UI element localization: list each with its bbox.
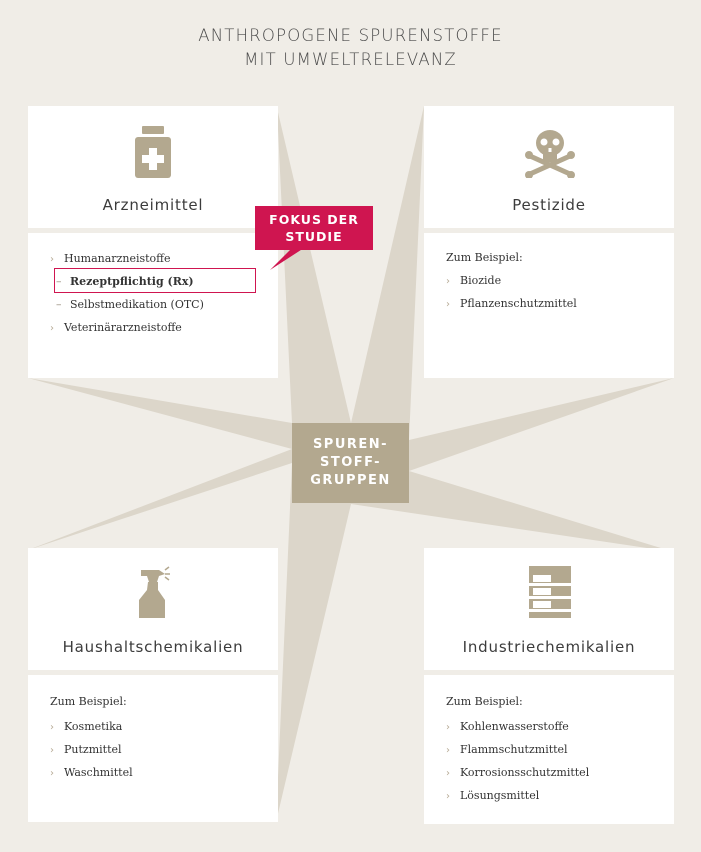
chevron-right-icon: › xyxy=(446,276,450,287)
highlight-box xyxy=(54,268,256,293)
chevron-right-icon: › xyxy=(50,254,54,265)
card-label: Pestizide xyxy=(512,196,586,214)
intro-text: Zum Beispiel: xyxy=(446,695,523,708)
chevron-right-icon: › xyxy=(50,722,54,733)
chevron-right-icon: › xyxy=(446,299,450,310)
list-item: › Korrosionsschutzmittel xyxy=(446,761,664,784)
callout-pointer xyxy=(270,248,304,272)
chevron-right-icon: › xyxy=(50,768,54,779)
list-item: › Putzmittel xyxy=(50,738,268,761)
list-item: › Veterinärarzneistoffe xyxy=(50,316,268,339)
list-item-highlighted: – Rezeptpflichtig (Rx) xyxy=(50,270,268,293)
list-item: › Humanarzneistoffe xyxy=(50,247,268,270)
chevron-right-icon: › xyxy=(446,722,450,733)
intro-text: Zum Beispiel: xyxy=(50,695,127,708)
list-item: › Waschmittel xyxy=(50,761,268,784)
card-item-list xyxy=(50,247,268,339)
barrel-stack-icon xyxy=(529,566,571,618)
card-label: Haushaltschemikalien xyxy=(62,638,244,656)
intro-text: Zum Beispiel: xyxy=(446,251,523,264)
chevron-right-icon: › xyxy=(50,745,54,756)
card-item-list xyxy=(446,715,664,807)
skull-crossbones-icon xyxy=(524,126,576,178)
spray-bottle-icon xyxy=(135,564,171,620)
card-label: Arzneimittel xyxy=(102,196,204,214)
chevron-right-icon: › xyxy=(446,768,450,779)
card-label: Industriechemikalien xyxy=(462,638,636,656)
medicine-bottle-icon xyxy=(135,126,171,178)
list-item: › Kosmetika xyxy=(50,715,268,738)
list-item: › Pflanzenschutzmittel xyxy=(446,292,664,315)
title-line-1: ANTHROPOGENE SPURENSTOFFE xyxy=(198,26,503,45)
center-label: SPUREN- STOFF- GRUPPEN xyxy=(292,423,409,503)
dash-icon: – xyxy=(56,298,62,311)
list-item: › Biozide xyxy=(446,269,664,292)
dash-icon: – xyxy=(56,275,62,288)
list-item: › Lösungsmittel xyxy=(446,784,664,807)
card-item-list xyxy=(50,715,268,784)
focus-callout: FOKUS DER STUDIE xyxy=(255,206,373,250)
card-item-list xyxy=(446,269,664,315)
list-item: – Selbstmedikation (OTC) xyxy=(50,293,268,316)
chevron-right-icon: › xyxy=(50,323,54,334)
list-item: › Kohlenwasserstoffe xyxy=(446,715,664,738)
chevron-right-icon: › xyxy=(446,791,450,802)
list-item: › Flammschutzmittel xyxy=(446,738,664,761)
chevron-right-icon: › xyxy=(446,745,450,756)
title-line-2: MIT UMWELTRELEVANZ xyxy=(244,50,457,69)
